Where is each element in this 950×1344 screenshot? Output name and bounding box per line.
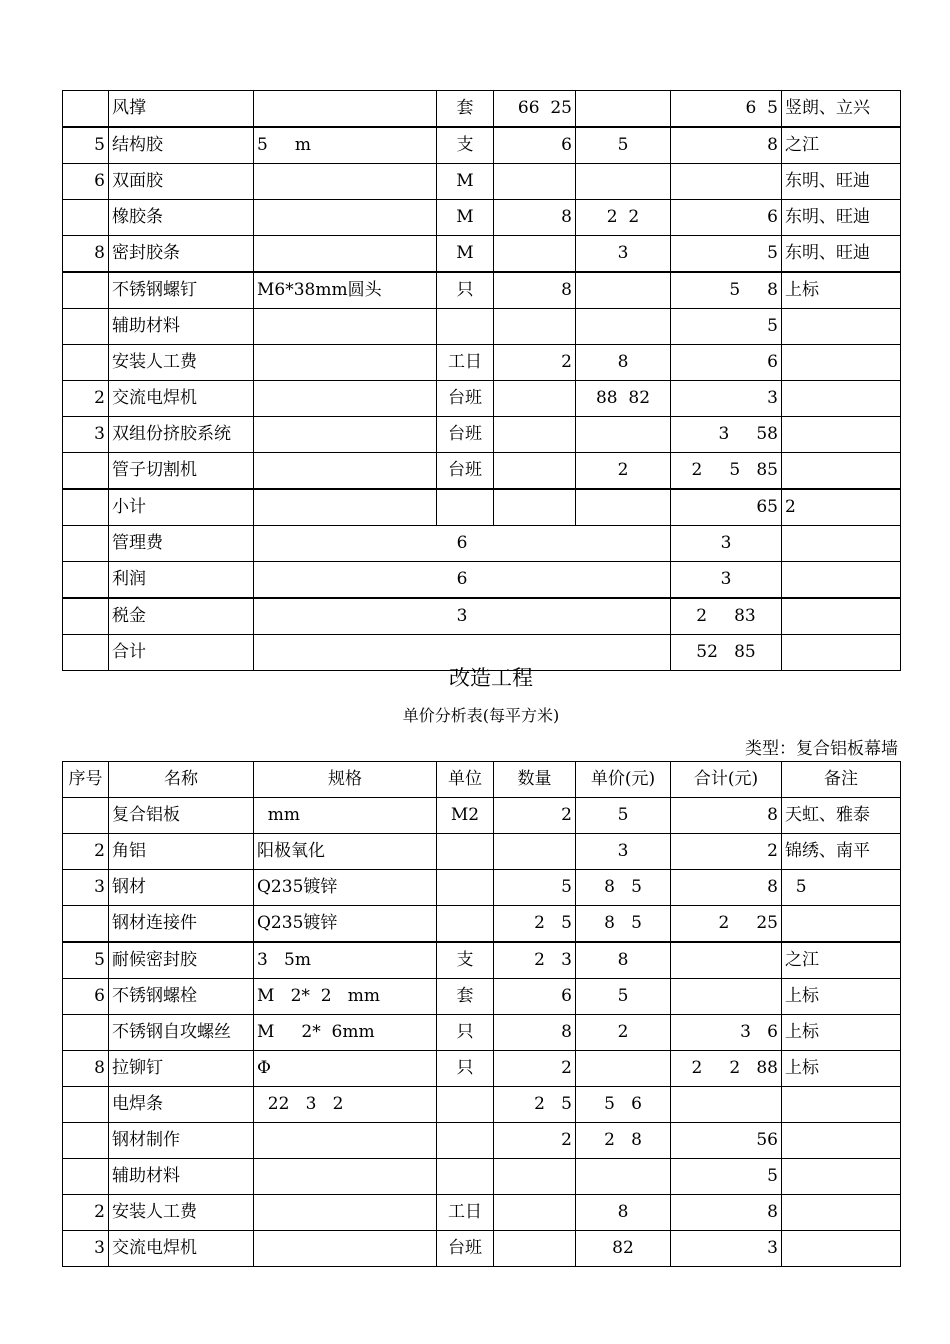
column-header: 单价(元): [576, 762, 671, 798]
item-unit: 只: [437, 1051, 494, 1087]
item-unit: 工日: [437, 345, 494, 381]
row-number: [63, 309, 109, 345]
column-header: 名称: [109, 762, 254, 798]
table-row: [63, 272, 901, 309]
item-spec: 22 3 2: [254, 1087, 437, 1123]
item-note: [782, 1087, 901, 1123]
item-note: 上标: [782, 979, 901, 1015]
item-total: 3: [671, 381, 782, 417]
item-price: 8: [576, 1195, 671, 1231]
item-qty: 8: [494, 272, 576, 309]
table-row: [63, 1195, 901, 1231]
item-unit: [437, 1123, 494, 1159]
item-total: 8: [671, 798, 782, 834]
item-name: 双组份挤胶系统: [109, 417, 254, 453]
item-unit: [437, 309, 494, 345]
item-spec: [254, 1123, 437, 1159]
item-name: 小计: [109, 489, 254, 526]
item-unit: [437, 1087, 494, 1123]
item-total: 2 5 85: [671, 453, 782, 490]
table-row: [63, 1123, 901, 1159]
table-row: [63, 906, 901, 943]
item-total: 6: [671, 200, 782, 236]
item-name: 安装人工费: [109, 1195, 254, 1231]
row-number: [63, 906, 109, 943]
item-spec: Q235镀锌: [254, 870, 437, 906]
item-spec: [254, 345, 437, 381]
item-note: [782, 1231, 901, 1267]
row-number: 8: [63, 236, 109, 273]
item-spec: 阳极氧化: [254, 834, 437, 870]
item-qty: 8: [494, 1015, 576, 1051]
item-spec: M 2* 6mm: [254, 1015, 437, 1051]
item-spec: [254, 1159, 437, 1195]
table-row: [63, 127, 901, 164]
item-unit: [437, 834, 494, 870]
item-price: 82: [576, 1231, 671, 1267]
item-total: 56: [671, 1123, 782, 1159]
item-qty: [494, 381, 576, 417]
item-note: 锦绣、南平: [782, 834, 901, 870]
item-name: 交流电焊机: [109, 1231, 254, 1267]
item-note: 天虹、雅泰: [782, 798, 901, 834]
item-qty: 8: [494, 200, 576, 236]
table-row: [63, 345, 901, 381]
table-row: [63, 942, 901, 979]
item-total: [671, 1087, 782, 1123]
item-price: 2 8: [576, 1123, 671, 1159]
fee-total: 2 83: [671, 598, 782, 635]
item-note: [782, 1159, 901, 1195]
item-total: 2: [671, 834, 782, 870]
item-price: 3: [576, 236, 671, 273]
item-price: 2 2: [576, 200, 671, 236]
item-unit: [437, 1159, 494, 1195]
row-number: [63, 489, 109, 526]
item-price: 8 5: [576, 906, 671, 943]
fee-name: 管理费: [109, 526, 254, 562]
item-name: 安装人工费: [109, 345, 254, 381]
item-note: 之江: [782, 942, 901, 979]
fee-row: [63, 526, 901, 562]
item-qty: [494, 1159, 576, 1195]
item-price: [576, 489, 671, 526]
fee-name: 合计: [109, 635, 254, 671]
item-unit: M2: [437, 798, 494, 834]
table-row: [63, 200, 901, 236]
item-qty: [494, 834, 576, 870]
item-note: 之江: [782, 127, 901, 164]
item-name: 结构胶: [109, 127, 254, 164]
item-note: 5: [782, 870, 901, 906]
row-number: [63, 798, 109, 834]
item-price: [576, 1051, 671, 1087]
table-row: [63, 164, 901, 200]
table-row: [63, 489, 901, 526]
item-note: [782, 381, 901, 417]
item-unit: M: [437, 236, 494, 273]
item-spec: [254, 453, 437, 490]
item-unit: 支: [437, 942, 494, 979]
table-row: [63, 979, 901, 1015]
row-number: [63, 562, 109, 599]
fee-note: [782, 562, 901, 599]
item-unit: 套: [437, 979, 494, 1015]
item-note: 东明、旺迪: [782, 236, 901, 273]
item-qty: [494, 1231, 576, 1267]
item-total: 5: [671, 236, 782, 273]
item-note: 上标: [782, 272, 901, 309]
row-number: 2: [63, 1195, 109, 1231]
section-subtitle: 单价分析表(每平方米): [402, 706, 560, 725]
item-name: 密封胶条: [109, 236, 254, 273]
table-row: [63, 453, 901, 490]
row-number: [63, 1087, 109, 1123]
item-note: [782, 1123, 901, 1159]
item-unit: M: [437, 200, 494, 236]
column-header: 规格: [254, 762, 437, 798]
item-name: 辅助材料: [109, 1159, 254, 1195]
item-total: 2 25: [671, 906, 782, 943]
item-qty: 6: [494, 127, 576, 164]
item-price: 88 82: [576, 381, 671, 417]
item-unit: 工日: [437, 1195, 494, 1231]
item-total: [671, 979, 782, 1015]
table-row: [63, 834, 901, 870]
item-name: 橡胶条: [109, 200, 254, 236]
table-row: [63, 870, 901, 906]
item-note: 东明、旺迪: [782, 200, 901, 236]
item-note: 2: [782, 489, 901, 526]
item-note: 竖朗、立兴: [782, 91, 901, 128]
row-number: [63, 1123, 109, 1159]
item-note: [782, 1195, 901, 1231]
item-price: 2: [576, 1015, 671, 1051]
item-qty: 2: [494, 798, 576, 834]
item-name: 钢材连接件: [109, 906, 254, 943]
item-spec: [254, 200, 437, 236]
item-total: 6 5: [671, 91, 782, 128]
item-spec: [254, 164, 437, 200]
item-spec: Φ: [254, 1051, 437, 1087]
table-row: [63, 417, 901, 453]
row-number: 2: [63, 381, 109, 417]
item-price: [576, 309, 671, 345]
row-number: [63, 345, 109, 381]
unit-price-table-lower: [62, 761, 901, 1267]
item-name: 不锈钢螺栓: [109, 979, 254, 1015]
item-qty: 2 5: [494, 906, 576, 943]
item-total: 65: [671, 489, 782, 526]
fee-total: 52 85: [671, 635, 782, 671]
item-qty: 2 3: [494, 942, 576, 979]
row-number: [63, 91, 109, 128]
item-spec: [254, 91, 437, 128]
row-number: 6: [63, 164, 109, 200]
item-spec: [254, 417, 437, 453]
row-number: 3: [63, 870, 109, 906]
fee-rate: 3: [254, 598, 671, 635]
fee-rate: 6: [254, 526, 671, 562]
item-qty: 2 5: [494, 1087, 576, 1123]
row-number: [63, 272, 109, 309]
item-unit: 台班: [437, 381, 494, 417]
item-spec: M 2* 2 mm: [254, 979, 437, 1015]
item-price: 5: [576, 979, 671, 1015]
table-row: [63, 91, 901, 128]
row-number: 8: [63, 1051, 109, 1087]
item-total: 5 8: [671, 272, 782, 309]
column-header: 备注: [782, 762, 901, 798]
item-price: 5: [576, 798, 671, 834]
item-total: [671, 942, 782, 979]
item-total: 3: [671, 1231, 782, 1267]
item-total: 3 6: [671, 1015, 782, 1051]
table-row: [63, 1087, 901, 1123]
item-price: 8: [576, 942, 671, 979]
fee-name: 利润: [109, 562, 254, 599]
column-header: 合计(元): [671, 762, 782, 798]
item-unit: [437, 906, 494, 943]
row-number: 3: [63, 417, 109, 453]
item-unit: 台班: [437, 453, 494, 490]
fee-rate: 6: [254, 562, 671, 599]
item-unit: M: [437, 164, 494, 200]
item-note: [782, 417, 901, 453]
item-qty: [494, 164, 576, 200]
item-total: 8: [671, 127, 782, 164]
item-total: 2 2 88: [671, 1051, 782, 1087]
item-unit: 只: [437, 272, 494, 309]
item-qty: 2: [494, 1123, 576, 1159]
fee-row: [63, 598, 901, 635]
item-price: 2: [576, 453, 671, 490]
item-total: 5: [671, 309, 782, 345]
item-note: [782, 345, 901, 381]
item-spec: [254, 489, 437, 526]
item-spec: [254, 309, 437, 345]
item-unit: 台班: [437, 417, 494, 453]
item-qty: 66 25: [494, 91, 576, 128]
table-row: [63, 1015, 901, 1051]
type-label: 类型：复合铝板幕墙: [745, 739, 898, 759]
item-name: 复合铝板: [109, 798, 254, 834]
item-spec: 3 5m: [254, 942, 437, 979]
fee-note: [782, 598, 901, 635]
item-total: 8: [671, 870, 782, 906]
row-number: 5: [63, 942, 109, 979]
item-price: 5: [576, 127, 671, 164]
table-row: [63, 236, 901, 273]
item-qty: 5: [494, 870, 576, 906]
item-total: 6: [671, 345, 782, 381]
item-qty: 6: [494, 979, 576, 1015]
item-price: 5 6: [576, 1087, 671, 1123]
item-name: 管子切割机: [109, 453, 254, 490]
column-header: 数量: [494, 762, 576, 798]
item-name: 电焊条: [109, 1087, 254, 1123]
row-number: [63, 1159, 109, 1195]
table-row: [63, 1159, 901, 1195]
item-price: [576, 1159, 671, 1195]
item-note: [782, 309, 901, 345]
row-number: [63, 200, 109, 236]
item-qty: [494, 236, 576, 273]
item-price: [576, 91, 671, 128]
item-name: 钢材: [109, 870, 254, 906]
item-name: 交流电焊机: [109, 381, 254, 417]
header-row: [63, 762, 901, 798]
row-number: 6: [63, 979, 109, 1015]
table-row: [63, 381, 901, 417]
row-number: [63, 1015, 109, 1051]
item-spec: [254, 236, 437, 273]
item-spec: Q235镀锌: [254, 906, 437, 943]
column-header: 序号: [63, 762, 109, 798]
item-name: 钢材制作: [109, 1123, 254, 1159]
item-unit: 台班: [437, 1231, 494, 1267]
item-total: [671, 164, 782, 200]
item-unit: 套: [437, 91, 494, 128]
item-note: 上标: [782, 1051, 901, 1087]
item-name: 角铝: [109, 834, 254, 870]
column-header: 单位: [437, 762, 494, 798]
item-total: 3 58: [671, 417, 782, 453]
item-total: 8: [671, 1195, 782, 1231]
item-total: 5: [671, 1159, 782, 1195]
fee-note: [782, 526, 901, 562]
row-number: 2: [63, 834, 109, 870]
item-name: 风撑: [109, 91, 254, 128]
table-row: [63, 1231, 901, 1267]
unit-price-table-upper: [62, 90, 901, 671]
item-name: 辅助材料: [109, 309, 254, 345]
item-qty: 2: [494, 1051, 576, 1087]
section-title: 改造工程: [449, 666, 533, 690]
item-price: 3: [576, 834, 671, 870]
item-name: 双面胶: [109, 164, 254, 200]
item-unit: [437, 489, 494, 526]
item-spec: mm: [254, 798, 437, 834]
fee-total: 3: [671, 526, 782, 562]
item-price: 8 5: [576, 870, 671, 906]
row-number: [63, 453, 109, 490]
item-qty: [494, 309, 576, 345]
item-price: [576, 272, 671, 309]
item-note: 上标: [782, 1015, 901, 1051]
item-spec: 5 m: [254, 127, 437, 164]
item-spec: M6*38mm圆头: [254, 272, 437, 309]
item-name: 不锈钢自攻螺丝: [109, 1015, 254, 1051]
item-price: [576, 164, 671, 200]
fee-name: 税金: [109, 598, 254, 635]
item-name: 不锈钢螺钉: [109, 272, 254, 309]
item-qty: [494, 417, 576, 453]
item-price: 8: [576, 345, 671, 381]
table-row: [63, 1051, 901, 1087]
item-name: 拉铆钉: [109, 1051, 254, 1087]
item-qty: [494, 489, 576, 526]
row-number: 3: [63, 1231, 109, 1267]
fee-row: [63, 562, 901, 599]
item-note: 东明、旺迪: [782, 164, 901, 200]
item-unit: [437, 870, 494, 906]
row-number: 5: [63, 127, 109, 164]
item-spec: [254, 1231, 437, 1267]
table-row: [63, 309, 901, 345]
table-row: [63, 798, 901, 834]
item-qty: 2: [494, 345, 576, 381]
item-spec: [254, 1195, 437, 1231]
item-note: [782, 453, 901, 490]
item-unit: 只: [437, 1015, 494, 1051]
item-note: [782, 906, 901, 943]
item-name: 耐候密封胶: [109, 942, 254, 979]
fee-total: 3: [671, 562, 782, 599]
row-number: [63, 526, 109, 562]
item-unit: 支: [437, 127, 494, 164]
item-qty: [494, 453, 576, 490]
row-number: [63, 598, 109, 635]
item-qty: [494, 1195, 576, 1231]
item-price: [576, 417, 671, 453]
item-spec: [254, 381, 437, 417]
